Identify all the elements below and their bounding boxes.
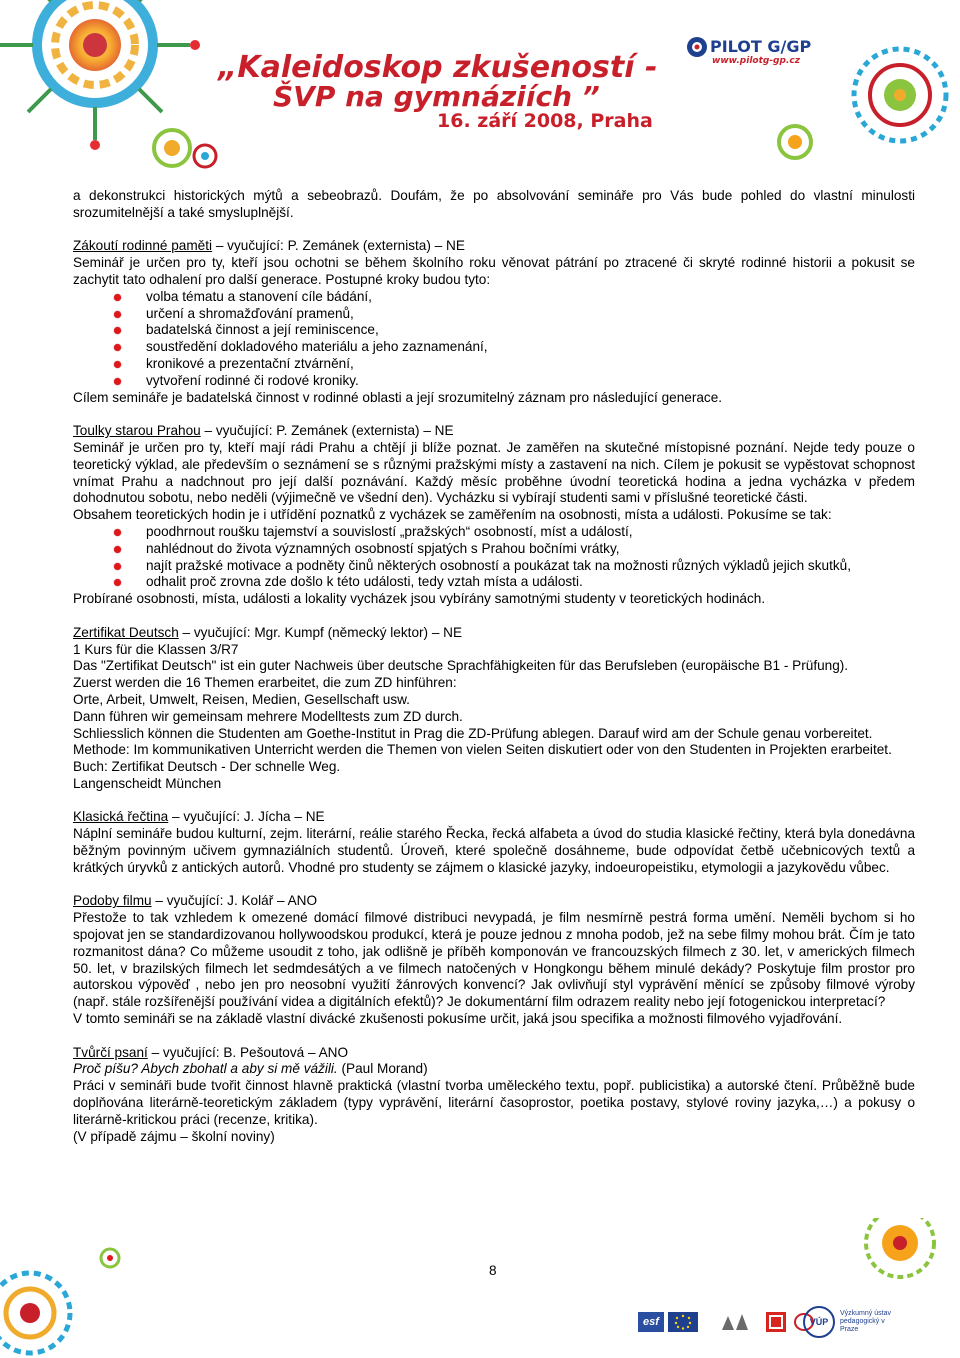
section-meta: – vyučující: P. Zemánek (externista) – NE	[212, 238, 465, 254]
header	[0, 0, 960, 185]
section-title: Zertifikat Deutsch	[73, 624, 179, 640]
page-number: 8	[489, 1263, 497, 1278]
header-date: 16. září 2008, Praha	[437, 110, 653, 132]
eu-flag-icon	[668, 1312, 698, 1332]
paragraph: Seminář je určen pro ty, kteří mají rádi Prahu a chtějí ji blíže poznat. Je zaměřen na skutečné místopisné poznání. Nejde tedy pouze o teoretický výklad, ale především o seznámení se s různými pražskými místy a zastavení na nich. Cílem je pokusit se vypěstovat schopnost vnímat Prahu a nadchnout pro její další poznávání. Každý měsíc proběhne úvodní teoretická hodina a jedna vycházka v předem dohodnutou sobotu, nebo neděli (výjimečně ve všední den). Vycházku si vybírají studenti sami v příslušné teoretické části.	[73, 439, 915, 506]
intro-paragraph: a dekonstrukci historických mýtů a sebeobrazů. Doufám, že po absolvování semináře pro Vás bude pohled do vlastní minulosti srozumitelnější a také smysluplnější.	[73, 188, 915, 220]
paragraph: Cílem semináře je badatelská činnost v rodinné oblasti a její srozumitelný záznam pro následující generace.	[73, 389, 723, 405]
section-meta: – vyučující: Mgr. Kumpf (německý lektor) – NE	[178, 624, 463, 640]
quote-line	[73, 1061, 915, 1078]
section-title: Toulky starou Prahou	[73, 423, 201, 439]
list-item: poodhrnout roušku tajemství a souvislostí „pražských“ osobností, míst a událostí,	[73, 524, 915, 541]
paragraph: Zuerst werden die 16 Themen erarbeitet, die zum ZD hinführen:	[73, 675, 457, 691]
paragraph: Seminář je určen pro ty, kteří jsou ochotni se během školního roku věnovat pátrání po ztracené či skryté rodinné historii a pokusit se zachytit tato odhalení pro další generace. Postupné kroky budou tyto:	[73, 255, 915, 287]
section-meta: – vyučující: P. Zemánek (externista) – NE	[200, 423, 454, 439]
section-heading	[73, 809, 915, 826]
vup-name: Výzkumný ústav pedagogický v Praze	[840, 1310, 891, 1333]
header-title-line1: „Kaleidoskop zkušeností -	[218, 50, 658, 85]
paragraph: Orte, Arbeit, Umwelt, Reisen, Medien, Gesellschaft usw.	[73, 691, 410, 707]
list-item: najít pražské motivace a podněty činů některých osobností a poukázat tak na možnosti různých výkladů jejich skutků,	[73, 558, 915, 575]
bullet-list	[73, 524, 915, 591]
paragraph: Probírané osobnosti, místa, události a lokality vycházek jsou vybírány samotnými studenty v teoretických hodinách.	[73, 591, 766, 607]
section-title: Zákoutí rodinné paměti	[73, 238, 213, 254]
pilot-name: PILOT G/GP	[710, 37, 812, 56]
ministry-logo-icon	[718, 1310, 754, 1334]
section-heading	[73, 1045, 915, 1062]
bullet-list	[73, 289, 915, 390]
paragraph: Buch: Zertifikat Deutsch - Der schnelle Weg.	[73, 759, 341, 775]
section-title: Klasická řečtina	[73, 809, 169, 825]
list-item: odhalit proč zrovna zde došlo k této události, tedy vztah místa a události.	[73, 574, 915, 591]
paragraph: Náplní semináře budou kulturní, zejm. literární, reálie starého Řecka, řecká alfabeta a úvod do studia klasické řečtiny, která byla donedávna běžným povinným učivem gymnaziálních studentů. Úroveň, které společně dosáhneme, bude odpovídat četbě učebnicových textů a krátkých úryvků z antických autorů. Vhodné pro studenty se zájmem o klasické jazyky, indoeuropeistiku, etymologii a jazykovědu vůbec.	[73, 826, 915, 875]
section-meta: – vyučující: J. Kolář – ANO	[151, 893, 318, 909]
header-title-line2: ŠVP na gymnáziích ”	[273, 80, 600, 113]
paragraph: V tomto semináři se na základě vlastní divácké zkušenosti pokusíme určit, jaká jsou specifika a možnosti filmového vyjadřování.	[73, 1011, 843, 1027]
paragraph: Přestože to tak vzhledem k omezené domácí filmové distribuci nevypadá, je film nesmírně pestrá forma umění. Neměli bychom si ho spojovat jen se standardizovanou hollywoodskou produkcí, která je pouze jednou z mnoha podob, jež na sebe filmy mohou brát. Čím je tato rozmanitost dána? Co můžeme usoudit z toho, jak odlišně je příběh komponován ve francouzských filmech z 30. let, v amerických filmech 50. let, v brazilských filmech let sedmdesátých a ve filmech natočených v Hongkongu během minulé dekády? Poskytuje film prostor pro autorskou výpověď , nebo jen pro neosobní využití žánrových konvencí? Jak ovlivňují styl vyprávění měnící se způsoby filmové výroby (např. stále rozšířenější používání videa a digitálních efektů)? Je dokumentární film odrazem reality nebo její fotogenickou interpretací?	[73, 910, 915, 1010]
list-item: volba tématu a stanovení cíle bádání,	[73, 289, 915, 306]
esf-logo: esf	[638, 1312, 664, 1332]
pilot-url: www.pilotg-gp.cz	[712, 56, 800, 66]
list-item: určení a shromažďování pramenů,	[73, 306, 915, 323]
vup-logo: VÚP	[803, 1306, 835, 1338]
pilot-logo-icon	[686, 36, 708, 58]
footer-logos	[638, 1300, 958, 1340]
section-heading	[73, 238, 915, 255]
section-meta: – vyučující: B. Pešoutová – ANO	[147, 1044, 349, 1060]
paragraph: Obsahem teoretických hodin je i utřídění poznatků z vycházek se zaměřením na osobnosti, místa a události. Pokusíme se tak:	[73, 507, 832, 523]
list-item: kronikové a prezentační ztvárnění,	[73, 356, 915, 373]
list-item: vytvoření rodinné či rodové kroniky.	[73, 373, 915, 390]
list-item: nahlédnout do života významných osobností spjatých s Prahou bočními vrátky,	[73, 541, 915, 558]
paragraph: Langenscheidt München	[73, 775, 222, 791]
section-title: Tvůrčí psaní	[73, 1044, 148, 1060]
section-heading	[73, 423, 915, 440]
paragraph: Dann führen wir gemeinsam mehrere Modelltests zum ZD durch.	[73, 708, 463, 724]
section-meta: – vyučující: J. Jícha – NE	[168, 809, 325, 825]
paragraph: Methode: Im kommunikativen Unterricht werden die Themen von vielen Seiten diskutiert oder von den Studenten in Projekten erarbeitet.	[73, 742, 892, 758]
paragraph: Das "Zertifikat Deutsch" ist ein guter Nachweis über deutsche Sprachfähigkeiten für das Berufsleben (europäische B1 - Prüfung).	[73, 658, 849, 674]
list-item: badatelská činnost a její reminiscence,	[73, 322, 915, 339]
section-heading	[73, 625, 915, 642]
paragraph: Schliesslich können die Studenten am Goethe-Institut in Prag die ZD-Prüfung ablegen. Darauf wird am der Schule genau vorbereitet.	[73, 725, 873, 741]
paragraph: Práci v semináři bude tvořit činnost hlavně praktická (vlastní tvorba uměleckého textu, popř. publicistika) a autorské čtení. Průběžně bude doplňována literárně-teoretickým základem (typy vyprávění, literární časoprostor, poetika postavy, stylové roviny jazyka,…) a pokusy o literárně-kritickou práci (recenze, kritika).	[73, 1078, 915, 1127]
section-title: Podoby filmu	[73, 893, 152, 909]
paragraph: (V případě zájmu – školní noviny)	[73, 1128, 275, 1144]
prague-logo-icon	[766, 1312, 786, 1332]
quote-author: (Paul Morand)	[337, 1061, 428, 1077]
quote: Proč píšu? Abych zbohatl a aby si mě vážili.	[73, 1061, 338, 1077]
section-heading	[73, 893, 915, 910]
page-content	[73, 188, 915, 1145]
paragraph: 1 Kurs für die Klassen 3/R7	[73, 641, 239, 657]
list-item: soustředění dokladového materiálu a jeho zaznamenání,	[73, 339, 915, 356]
